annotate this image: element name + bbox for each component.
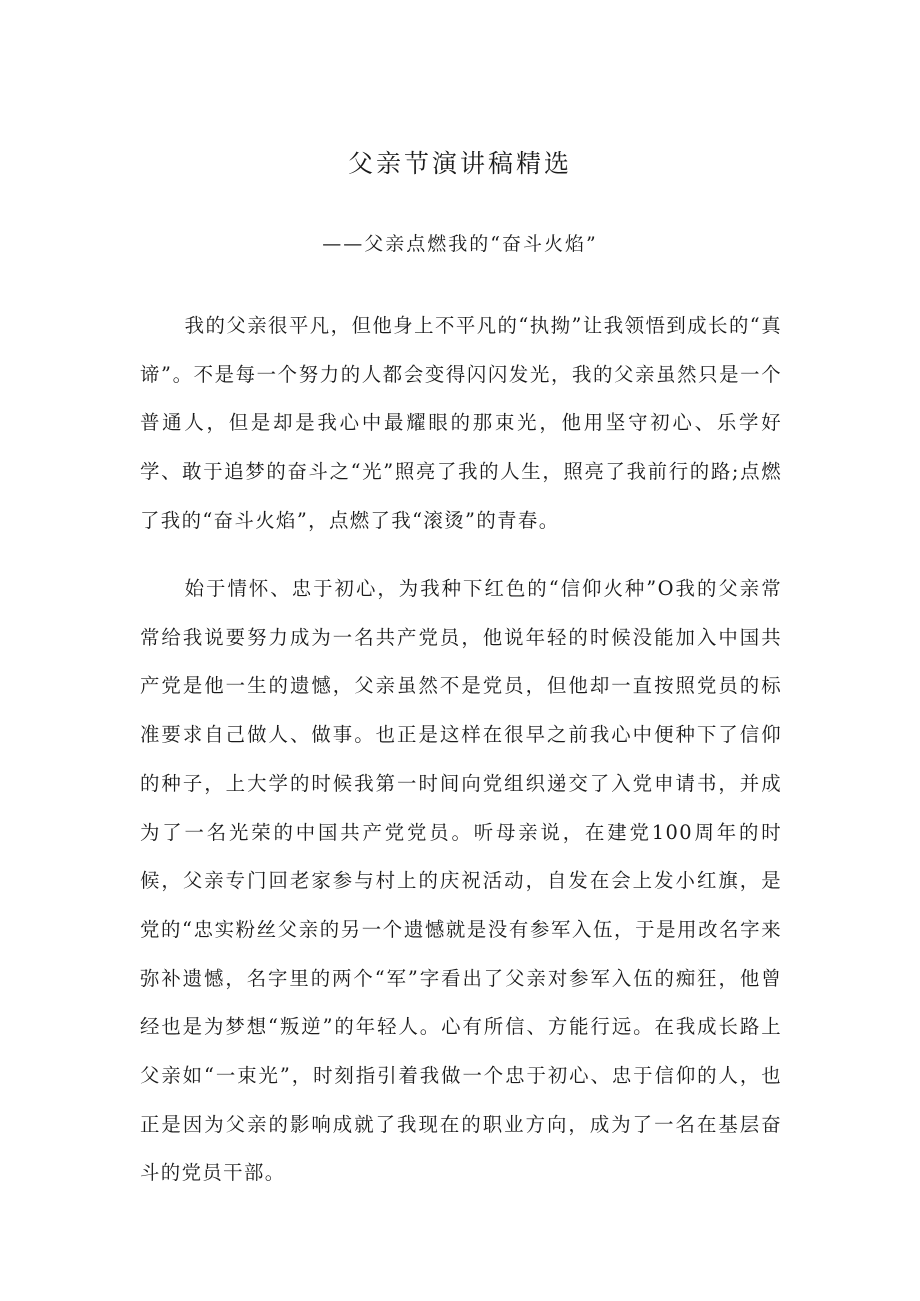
- paragraph-1: 我的父亲很平凡，但他身上不平凡的“执拗”让我领悟到成长的“真谛”。不是每一个努力的人都会变得闪闪发光，我的父亲虽然只是一个普通人，但是却是我心中最耀眼的那束光，他用坚守初心、乐学好学、敢于追梦的奋斗之“光”照亮了我的人生，照亮了我前行的路;点燃了我的“奋斗火焰”，点燃了我“滚烫”的青春。: [140, 314, 782, 532]
- paragraph-2: 始于情怀、忠于初心，为我种下红色的“信仰火种”O我的父亲常常给我说要努力成为一名共产党员，他说年轻的时候没能加入中国共产党是他一生的遗憾，父亲虽然不是党员，但他却一直按照党员的标准要求自己做人、做事。也正是这样在很早之前我心中便种下了信仰的种子，上大学的时候我第一时间向党组织递交了入党申请书，并成为了一名光荣的中国共产党党员。听母亲说，在建党100周年的时候，父亲专门回老家参与村上的庆祝活动，自发在会上发小红旗，是党的“忠实粉丝父亲的另一个遗憾就是没有参军入伍，于是用改名字来弥补遗憾，名字里的两个“军”字看出了父亲对参军入伍的痴狂，他曾经也是为梦想“叛逆”的年轻人。心有所信、方能行远。在我成长路上父亲如“一束光”，时刻指引着我做一个忠于初心、忠于信仰的人，也正是因为父亲的影响成就了我现在的职业方向，成为了一名在基层奋斗的党员干部。: [140, 577, 782, 1185]
- document-title: 父亲节演讲稿精选: [347, 149, 572, 178]
- document-subtitle: ——父亲点燃我的“奋斗火焰”: [322, 233, 598, 255]
